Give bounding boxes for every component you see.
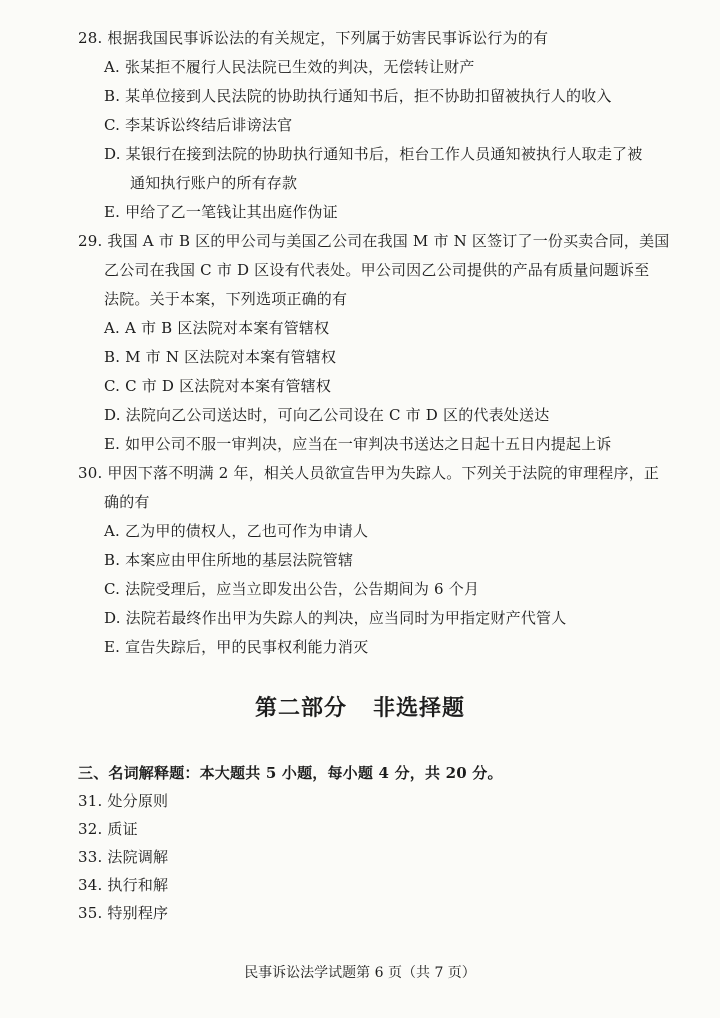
term-item-32: 32. 质证 [78, 820, 138, 838]
section-title: 第二部分 非选择题 [255, 695, 465, 721]
question-30-option-e: E. 宣告失踪后，甲的民事权利能力消灭 [104, 638, 369, 656]
question-30-option-b: B. 本案应由甲住所地的基层法院管辖 [104, 551, 354, 569]
page-footer: 民事诉讼法学试题第 6 页（共 7 页） [244, 965, 476, 981]
question-29-option-e: E. 如甲公司不服一审判决，应当在一审判决书送达之日起十五日内提起上诉 [104, 435, 612, 453]
question-30-option-d: D. 法院若最终作出甲为失踪人的判决，应当同时为甲指定财产代管人 [104, 609, 567, 627]
question-28-option-d-line-1: D. 某银行在接到法院的协助执行通知书后，柜台工作人员通知被执行人取走了被 [104, 145, 643, 163]
question-28-option-b: B. 某单位接到人民法院的协助执行通知书后，拒不协助扣留被执行人的收入 [104, 87, 612, 105]
question-29-option-b: B. M 市 N 区法院对本案有管辖权 [104, 348, 337, 366]
part3-header: 三、名词解释题：本大题共 5 小题，每小题 4 分，共 20 分。 [78, 764, 503, 782]
question-29-option-a: A. A 市 B 区法院对本案有管辖权 [104, 319, 330, 337]
question-30-stem-line-1: 30. 甲因下落不明满 2 年，相关人员欲宣告甲为失踪人。下列关于法院的审理程序，正 [78, 464, 660, 482]
question-28-option-d-line-2: 通知执行账户的所有存款 [130, 174, 298, 192]
question-30-stem-line-2: 确的有 [104, 493, 150, 511]
question-28-option-c: C. 李某诉讼终结后诽谤法官 [104, 116, 293, 134]
question-28-option-a: A. 张某拒不履行人民法院已生效的判决，无偿转让财产 [104, 58, 475, 76]
term-item-31: 31. 处分原则 [78, 792, 169, 810]
question-30-option-a: A. 乙为甲的债权人，乙也可作为申请人 [104, 522, 369, 540]
question-30-option-c: C. 法院受理后，应当立即发出公告，公告期间为 6 个月 [104, 580, 480, 598]
question-29-option-d: D. 法院向乙公司送达时，可向乙公司设在 C 市 D 区的代表处送达 [104, 406, 550, 424]
term-item-34: 34. 执行和解 [78, 876, 169, 894]
question-29-stem-line-1: 29. 我国 A 市 B 区的甲公司与美国乙公司在我国 M 市 N 区签订了一份买卖合同，美国 [78, 232, 670, 250]
question-29-stem-line-2: 乙公司在我国 C 市 D 区设有代表处。甲公司因乙公司提供的产品有质量问题诉至 [104, 261, 650, 279]
question-28-stem-line-1: 28. 根据我国民事诉讼法的有关规定，下列属于妨害民事诉讼行为的有 [78, 29, 549, 47]
question-28-option-e: E. 甲给了乙一笔钱让其出庭作伪证 [104, 203, 338, 221]
question-29-stem-line-3: 法院。关于本案，下列选项正确的有 [104, 290, 348, 308]
term-item-33: 33. 法院调解 [78, 848, 169, 866]
question-29-option-c: C. C 市 D 区法院对本案有管辖权 [104, 377, 332, 395]
term-item-35: 35. 特别程序 [78, 904, 169, 922]
